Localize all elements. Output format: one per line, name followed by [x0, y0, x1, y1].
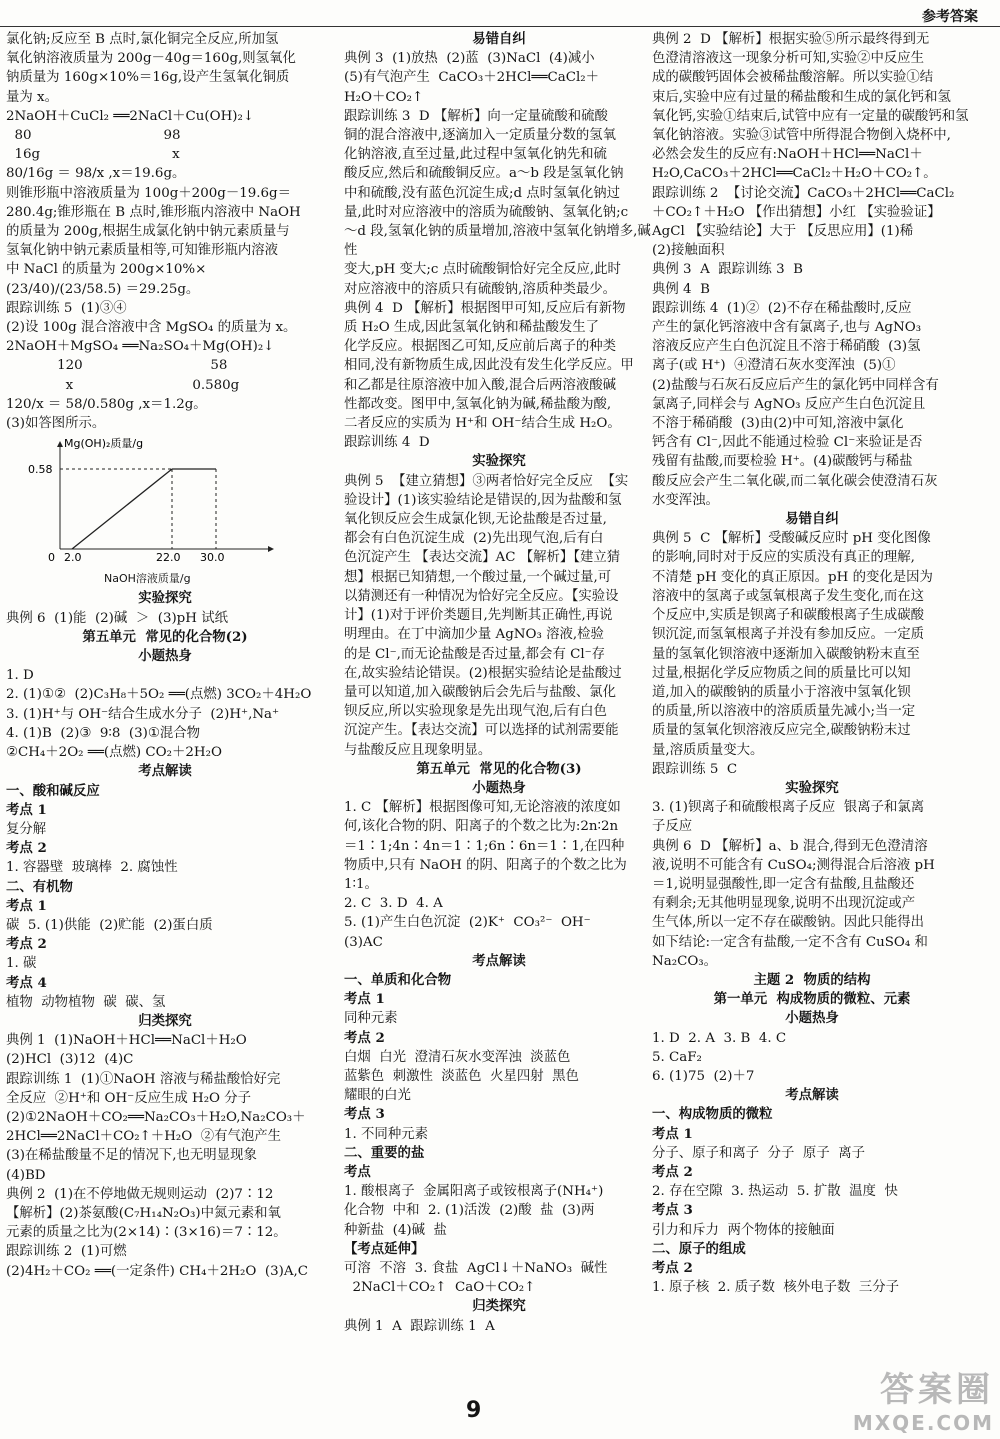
text-line: 碳 5. (1)供能 (2)贮能 (2)蛋白质 [6, 917, 213, 933]
text-line: 分子、原子和离子 分子 原子 离子 [652, 1145, 866, 1161]
text-line: 残留有盐酸,而要检验 H⁺。(4)碳酸钙与稀盐 [652, 454, 913, 470]
text-line: 元素的质量之比为(2×14)∶(3×16)＝7∶12。 [6, 1225, 287, 1241]
graph-xlabel: NaOH溶液质量/g [104, 572, 191, 586]
text-line: 2. 存在空隙 3. 热运动 5. 扩散 温度 快 [652, 1184, 898, 1200]
subheading: 考点 1 [6, 801, 47, 818]
text-line: 的影响,同时对于反应的实质没有真正的理解, [652, 550, 915, 566]
section-heading: 实验探究 [785, 779, 839, 796]
text-line: 量的氢氧化钡溶液中逐渐加入碳酸钠粉末直至 [652, 646, 920, 662]
text-line: 化学反应。根据图乙可知,反应前后离子的种类 [344, 339, 617, 355]
text-line: 跟踪训练 4 D [344, 435, 430, 451]
text-line: 钡沉淀,而氢氧根离子并没有参加反应。一定质 [652, 627, 925, 643]
text-line: 如下结论:一定含有盐酸,一定不含有 CuSO₄ 和 [652, 934, 928, 950]
text-line: 与盐酸反应且现象明显。 [344, 742, 492, 758]
text-line: x 0.580g [6, 377, 240, 393]
subheading: 【考点延伸】 [344, 1240, 425, 1257]
text-line: 成的碳酸钙固体会被稀盐酸溶解。所以实验①结 [652, 70, 934, 86]
text-line: 3. (1)H⁺与 OH⁻结合生成水分子 (2)H⁺,Na⁺ [6, 706, 280, 722]
text-line: 复分解 [6, 821, 47, 837]
text-line: 氧化钡反应会生成氯化钡,无论盐酸是否过量, [344, 512, 607, 528]
section-heading: 考点解读 [785, 1087, 839, 1104]
section-heading: 小题热身 [138, 648, 192, 665]
section-heading: 小题热身 [472, 779, 526, 796]
text-line: 的质量为 200g,根据生成氯化钠中钠元素质量与 [6, 224, 290, 240]
text-line: 1. 酸根离子 金属阳离子或铵根离子(NH₄⁺) [344, 1184, 604, 1200]
graph-ylabel: Mg(OH)₂质量/g [64, 437, 144, 451]
text-line: 必然会发生的反应有:NaOH＋HCl══NaCl＋ [652, 147, 923, 163]
header-rule [0, 26, 1000, 27]
text-line: 不溶于稀硝酸 (3)由(2)中可知,溶液中氯化 [652, 416, 904, 432]
text-line: 量,此时对应溶液中的溶质为硫酸钠、氢氧化钠;c [344, 204, 629, 220]
subheading: 考点 2 [6, 936, 47, 953]
text-line: 量可以知道,加入碳酸钠后会先后与盐酸、氯化 [344, 684, 617, 700]
graph-rising-line [72, 469, 172, 549]
subheading: 考点 1 [652, 1125, 693, 1142]
text-line: 典例 5 【建立猜想】③两者恰好完全反应 【实 [344, 473, 629, 489]
text-line: 跟踪训练 3 D 【解析】向一定量硫酸和硫酸 [344, 108, 608, 124]
text-line: 过量,根据化学反应物质之间的质量比可以知 [652, 665, 911, 681]
text-line: Na₂CO₃。 [652, 953, 718, 969]
text-line: 80/16g ＝ 98/x ,x＝19.6g。 [6, 166, 186, 182]
text-line: 生气体,所以一定不存在碳酸钠。因此只能得出 [652, 915, 925, 931]
text-line: 可溶 不溶 3. 食盐 AgCl↓＋NaNO₃ 碱性 [344, 1261, 608, 1276]
text-line: 铜的混合溶液中,逐滴加入一定质量分数的氢氧 [344, 128, 617, 144]
text-line: 个反应中,实质是钡离子和碳酸根离子生成碳酸 [652, 608, 925, 624]
section-heading: 实验探究 [472, 453, 526, 470]
text-line: 在,故实验结论错误。(2)根据实验结论是盐酸过 [344, 665, 622, 681]
text-line: 明理由。在丁中滴加少量 AgNO₃ 溶液,检验 [344, 627, 604, 643]
section-heading: 归类探究 [138, 1012, 192, 1029]
text-line: (2)4H₂＋CO₂ ══(一定条件) CH₄＋2H₂O (3)A,C [6, 1263, 309, 1279]
text-line: 蓝紫色 刺激性 淡蓝色 火星四射 黑色 [344, 1068, 579, 1084]
graph-y-tick: 0.58 [28, 463, 53, 477]
text-line: 溶液中的氢离子或氢氧根离子发生变化,而在这 [652, 588, 925, 604]
text-line: 量为 x。 [6, 89, 58, 105]
text-line: 2NaOH＋CuCl₂ ══2NaCl＋Cu(OH)₂↓ [6, 108, 255, 124]
subheading: 二、原子的组成 [652, 1240, 746, 1257]
subheading: 考点 3 [344, 1106, 385, 1123]
text-line: (2)设 100g 混合溶液中含 MgSO₄ 的质量为 x。 [6, 320, 297, 336]
subheading: 考点 [344, 1163, 371, 1180]
graph-x-tick-1: 2.0 [64, 551, 82, 565]
text-line: 1. D [6, 668, 34, 684]
text-line: 子反应 [652, 819, 693, 835]
answer-column-right [652, 30, 972, 1297]
text-line: 对应溶液中的溶质只有硫酸钠,溶质种类最少。 [344, 281, 617, 297]
text-line: 80 98 [6, 128, 181, 144]
text-line: 则锥形瓶中溶液质量为 100g＋200g－19.6g＝ [6, 185, 291, 201]
text-line: 验设计】(1)该实验结论是错误的,因为盐酸和氢 [344, 492, 622, 508]
text-line: 水变浑浊。 [652, 492, 719, 508]
text-line: 氯离子,同样会与 AgNO₃ 反应产生白色沉淀且 [652, 396, 926, 412]
text-line: H₂O＋CO₂↑ [344, 89, 424, 105]
subheading: 一、构成物质的微粒 [652, 1106, 773, 1123]
text-line: (3)AC [344, 934, 383, 950]
section-heading: 实验探究 [138, 590, 192, 607]
text-line: (2)①2NaOH＋CO₂══Na₂CO₃＋H₂O,Na₂CO₃＋ [6, 1109, 306, 1125]
text-line: H₂O,CaCO₃＋2HCl══CaCl₂＋H₂O＋CO₂↑。 [652, 166, 937, 182]
text-line: 色沉淀产生 【表达交流】AC 【解析】【建立猜 [344, 550, 621, 566]
text-line: 1. 不同种元素 [344, 1126, 428, 1142]
text-line: 钠质量为 160g×10%＝16g,设产生氢氧化铜质 [6, 70, 290, 86]
text-line: 1. C 【解析】根据图像可知,无论溶液的浓度如 [344, 800, 621, 816]
text-line: 中和硫酸,没有蓝色沉淀生成;d 点时氢氧化钠过 [344, 185, 621, 201]
text-line: ＋CO₂↑＋H₂O 【作出猜想】小红 【实验验证】 [652, 204, 941, 220]
text-line: 典例 2 D 【解析】根据实验⑤所示最终得到无 [652, 32, 930, 47]
text-line: 跟踪训练 2 【讨论交流】CaCO₃＋2HCl══CaCl₂ [652, 185, 955, 201]
text-line: 跟踪训练 4 (1)② (2)不存在稀盐酸时,反应 [652, 300, 912, 316]
section-heading: 归类探究 [472, 1298, 526, 1315]
subheading: 考点 1 [6, 897, 47, 914]
text-line: 典例 5 C 【解析】受酸碱反应时 pH 变化图像 [652, 531, 931, 547]
text-line: 跟踪训练 1 (1)①NaOH 溶液与稀盐酸恰好完 [6, 1071, 281, 1087]
section-heading: 第五单元 常见的化合物(3) [416, 760, 582, 777]
section-heading: 易错自纠 [472, 31, 526, 47]
text-line: 引力和斥力 两个物体的接触面 [652, 1222, 835, 1238]
mg-hydroxide-graph [20, 437, 280, 567]
text-line: 同种元素 [344, 1011, 398, 1027]
text-line: 耀眼的白光 [344, 1088, 411, 1104]
text-line: 白烟 白光 澄清石灰水变浑浊 淡蓝色 [344, 1049, 571, 1065]
section-heading: 考点解读 [138, 763, 192, 780]
text-line: 中 NaCl 的质量为 200g×10%× (23/40)/(23/58.5) ＝29.25g。 [6, 262, 211, 297]
subheading: 二、有机物 [6, 878, 73, 895]
text-line: 氧化钠溶液质量为 200g－40g＝160g,则氢氧化 [6, 51, 296, 67]
text-line: 植物 动物植物 碳 碳、氢 [6, 994, 166, 1010]
text-line: 16g x [6, 147, 180, 163]
subheading: 考点 2 [652, 1260, 693, 1276]
text-line: 钡反应,所以实验现象是先出现气泡,后有白色 [344, 704, 607, 720]
text-line: 3. (1)钡离子和硫酸根离子反应 银离子和氯离 [652, 800, 925, 816]
graph-x-tick-2: 22.0 [156, 551, 181, 565]
subheading: 一、酸和碱反应 [6, 782, 100, 799]
text-line: 280.4g;锥形瓶在 B 点时,锥形瓶内溶液中 NaOH [6, 204, 301, 220]
text-line: 120/x ＝ 58/0.580g ,x＝1.2g。 [6, 396, 207, 412]
text-line: 120 58 [6, 358, 228, 374]
text-line: 跟踪训练 5 C [652, 761, 738, 777]
text-line: 计】(1)对于评价类题目,先判断其正确性,再说 [344, 608, 613, 624]
text-line: 束后,实验中应有过量的稀盐酸和生成的氯化钙和氢 [652, 89, 951, 105]
subheading: 二、重要的盐 [344, 1144, 425, 1161]
text-line: 5. (1)产生白色沉淀 (2)K⁺ CO₃²⁻ OH⁻ [344, 915, 591, 931]
watermark-text: 答案圈 [880, 1370, 994, 1410]
text-line: 典例 3 (1)放热 (2)蓝 (3)NaCl (4)减小 [344, 51, 595, 67]
text-line: 典例 2 (1)在不停地做无规则运动 (2)7∶12 [6, 1186, 274, 1202]
watermark-logo [853, 1362, 994, 1435]
section-heading: 考点解读 [472, 952, 526, 969]
text-line: 量,溶质质量变大。 [652, 742, 764, 758]
text-line: 1. 原子核 2. 质子数 核外电子数 三分子 [652, 1280, 900, 1296]
text-line: ＝1∶1;4n∶4n＝1∶1;6n∶6n＝1∶1,在四种 [344, 838, 625, 854]
text-line: 的是 Cl⁻,而无论盐酸是否过量,都会有 Cl⁻存 [344, 646, 606, 662]
text-line: 5. CaF₂ [652, 1049, 702, 1065]
text-line: 氢氧化钠中钠元素质量相等,可知锥形瓶内溶液 [6, 243, 279, 259]
answer-column-left [6, 30, 324, 1281]
text-line: 典例 1 (1)NaOH＋HCl══NaCl＋H₂O [6, 1033, 247, 1049]
graph-x-tick-0: 0 [48, 551, 55, 565]
text-line: 氧化钙,实验①结束后,试管中应有一定量的碳酸钙和氢 [652, 108, 969, 124]
text-line: (3)在稀盐酸量不足的情况下,也无明显现象 [6, 1148, 257, 1164]
text-line: ＝1,说明显强酸性,即一定含有盐酸,且盐酸还 [652, 876, 915, 892]
subheading: 考点 1 [344, 991, 385, 1008]
subheading: 考点 4 [6, 974, 47, 991]
text-line: 离子(或 H⁺) ④澄清石灰水变浑浊 (5)① [652, 358, 896, 374]
section-heading: 小题热身 [785, 1010, 839, 1027]
text-line: 6. (1)75 (2)＋7 [652, 1068, 755, 1084]
text-line: 色澄清溶液这一现象分析可知,实验②中反应生 [652, 51, 925, 67]
text-line: 何,该化合物的阴、阳离子的个数之比为:2n∶2n [344, 819, 619, 835]
page-number: 9 [466, 1398, 482, 1423]
text-line: 酸反应,然后和硫酸铜反应。a～b 段是氢氧化钠 [344, 166, 624, 182]
subheading: 考点 2 [344, 1029, 385, 1046]
text-line: 都会有白色沉淀生成 (2)先出现气泡,后有白 [344, 531, 604, 547]
section-heading: 易错自纠 [785, 511, 839, 528]
text-line: 跟踪训练 5 (1)③④ [6, 300, 127, 316]
text-line: 相同,没有新物质生成,因此没有发生化学反应。甲 [344, 358, 634, 374]
text-line: 2NaCl＋CO₂↑ CaO＋CO₂↑ [344, 1280, 536, 1296]
text-line: 质量的氢氧化钡溶液反应完全,碳酸钠粉末过 [652, 723, 911, 739]
text-line: AgCl 【实验结论】大于 【反思应用】(1)稀 [652, 224, 914, 240]
solution-block [6, 30, 324, 433]
text-line: 化合物 中和 2. (1)活泼 (2)酸 盐 (3)两 [344, 1203, 595, 1219]
page-header: 参考答案 [922, 9, 978, 25]
text-line: 溶液反应产生白色沉淀且不溶于稀硝酸 (3)氢 [652, 339, 921, 355]
text-line: 二者反应的实质为 H⁺和 OH⁻结合生成 H₂O。 [344, 416, 621, 432]
text-line: 质 H₂O 生成,因此氢氧化钠和稀盐酸发生了 [344, 320, 600, 336]
graph-x-tick-3: 30.0 [200, 551, 225, 565]
text-line: 产生的氯化钙溶液中含有氯离子,也与 AgNO₃ [652, 320, 922, 336]
text-line: (2)盐酸与石灰石反应后产生的氯化钙中同样含有 [652, 377, 939, 393]
answer-column-middle [344, 30, 654, 1336]
text-line: 化钠溶液,直至过量,此过程中氢氧化钠先和硫 [344, 147, 607, 163]
subheading: 考点 3 [652, 1202, 693, 1219]
section-heading: 第五单元 常见的化合物(2) [82, 628, 248, 645]
section-heading: 第一单元 构成物质的微粒、元素 [713, 991, 911, 1008]
text-line: 典例 4 D 【解析】根据图甲可知,反应后有新物 [344, 300, 626, 316]
text-line: 物质中,只有 NaOH 的阴、阳离子的个数之比为 [344, 857, 627, 873]
text-line: 2HCl══2NaCl＋CO₂↑＋H₂O ②有气泡产生 [6, 1129, 282, 1145]
text-line: 钙含有 Cl⁻,因此不能通过检验 Cl⁻来验证是否 [652, 435, 923, 451]
text-line: 1. 容器壁 玻璃棒 2. 腐蚀性 [6, 860, 178, 876]
text-line: 氧化钠溶液。实验③试管中所得混合物倒入烧杯中, [652, 128, 951, 144]
text-line: 变大,pH 变大;c 点时硫酸铜恰好完全反应,此时 [344, 262, 621, 278]
text-line: 典例 6 (1)能 (2)碱 ＞ (3)pH 试纸 [6, 610, 228, 626]
text-line: 2. C 3. D 4. A [344, 896, 443, 912]
text-line: 典例 3 A 跟踪训练 3 B [652, 262, 803, 278]
text-line: 典例 1 A 跟踪训练 1 A [344, 1318, 495, 1334]
text-line: 氯化钠;反应至 B 点时,氯化铜完全反应,所加氢 [6, 32, 279, 47]
section-heading: 主题 2 物质的结构 [753, 971, 871, 988]
text-line: 1. 碳 [6, 956, 37, 972]
text-line: 4. (1)B (2)③ 9∶8 (3)①混合物 [6, 725, 201, 741]
text-line: 和乙都是往原溶液中加入酸,混合后两溶液酸碱 [344, 377, 617, 393]
text-line: 2NaOH＋MgSO₄ ══Na₂SO₄＋Mg(OH)₂↓ [6, 339, 275, 355]
text-line: 1∶1。 [344, 876, 378, 892]
text-line: 有剩余;无其他明显现象,说明不出现沉淀或产 [652, 896, 916, 912]
text-line: 沉淀产生。【表达交流】可以选择的试剂需要能 [344, 723, 619, 739]
text-line: 典例 4 B [652, 281, 710, 297]
text-line: ～d 段,氢氧化钠的质量增加,溶液中氢氧化钠增多,碱性 [344, 224, 651, 259]
text-line: (5)有气泡产生 CaCO₃＋2HCl══CaCl₂＋ [344, 70, 600, 86]
subheading: 考点 2 [6, 840, 47, 857]
text-line: 全反应 ②H⁺和 OH⁻反应生成 H₂O 分子 [6, 1090, 252, 1106]
text-line: 2. (1)①② (2)C₃H₈＋5O₂ ══(点燃) 3CO₂＋4H₂O [6, 687, 312, 703]
text-line: 不清楚 pH 变化的真正原因。pH 的变化是因为 [652, 569, 933, 585]
watermark-url: MXQE.COM [852, 1411, 994, 1435]
text-line: (4)BD [6, 1167, 46, 1183]
text-line: ②CH₄＋2O₂ ══(点燃) CO₂＋2H₂O [6, 745, 222, 761]
text-line: 种新盐 (4)碱 盐 [344, 1222, 447, 1238]
text-line: (2)接触面积 [652, 243, 725, 259]
answer-graph [20, 437, 324, 585]
text-line: 液,说明不可能含有 CuSO₄;测得混合后溶液 pH [652, 857, 935, 873]
text-line: 1. D 2. A 3. B 4. C [652, 1030, 787, 1046]
text-line: 以猜测还有一种情况为恰好完全反应。【实验设 [344, 588, 619, 604]
text-line: 跟踪训练 2 (1)可燃 [6, 1244, 127, 1260]
text-line: 道,加入的碳酸钠的质量小于溶液中氢氧化钡 [652, 684, 911, 700]
text-line: 想】根据已知猜想,一个酸过量,一个碱过量,可 [344, 569, 612, 585]
subheading: 考点 2 [652, 1163, 693, 1180]
answer-block-left [6, 589, 324, 1280]
subheading: 一、单质和化合物 [344, 971, 452, 988]
text-line: (2)HCl (3)12 (4)C [6, 1052, 134, 1068]
text-line: 典例 6 D 【解析】a、b 混合,得到无色澄清溶 [652, 838, 928, 854]
text-line: 酸反应会产生二氧化碳,而二氧化碳会使澄清石灰 [652, 473, 938, 489]
text-line: 的质量,所以溶液中的溶质质量先减小;当一定 [652, 704, 916, 720]
text-line: 性都改变。图甲中,氢氧化钠为碱,稀盐酸为酸, [344, 396, 612, 412]
text-line: 【解析】(2)茶氨酸(C₇H₁₄N₂O₃)中氮元素和氧 [6, 1205, 281, 1221]
text-line: (3)如答图所示。 [6, 416, 106, 432]
